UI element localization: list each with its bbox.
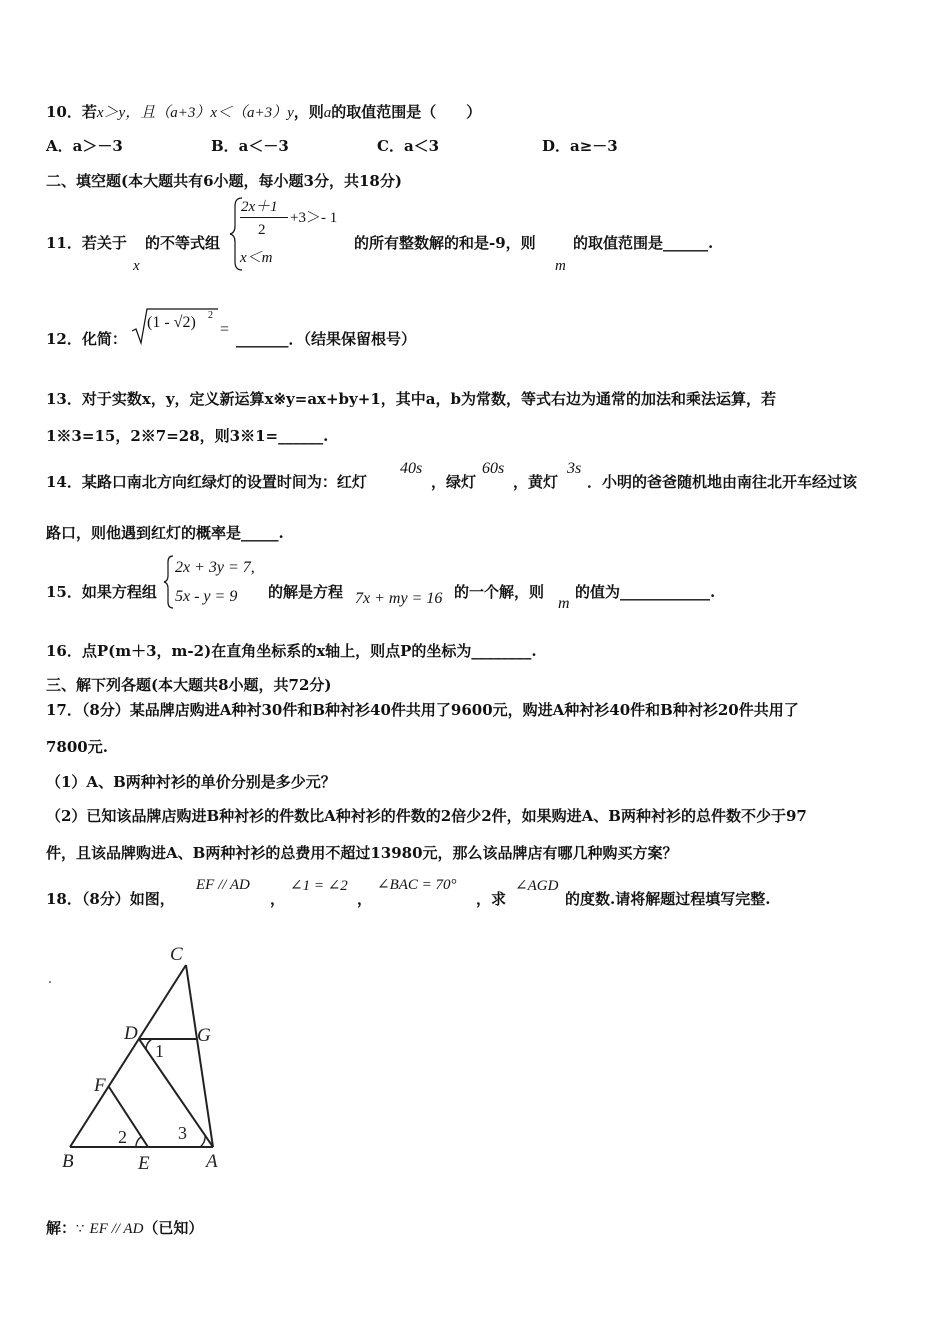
label-angle-3: 3 xyxy=(178,1123,187,1143)
q11-sys-numerator: 2x＋1 xyxy=(241,199,278,215)
stray-dot xyxy=(49,981,51,983)
q14-mid2: ，黄灯 xyxy=(513,473,559,491)
q17-part2a: （2）已知该品牌店购进B种衬衫的件数比A种衬衫的件数的2倍少2件，如果购进A、B两种衬衫的总件数不少于97 xyxy=(46,807,807,825)
segment-BC xyxy=(70,965,186,1147)
q15-system-brace xyxy=(162,554,176,610)
label-F: F xyxy=(94,1075,106,1096)
q13-line1: 13．对于实数x，y，定义新运算x※y=ax+by+1，其中a，b为常数，等式右边为通常的加法和乘法运算，若 xyxy=(46,390,776,408)
q14-green-time: 60s xyxy=(482,460,505,477)
angle-3-arc xyxy=(200,1135,205,1147)
solution-line: 解：∵ EF // AD（已知） xyxy=(46,1219,204,1237)
q16: 16．点P(m＋3，m-2)在直角坐标系的x轴上，则点P的坐标为________. xyxy=(46,642,537,660)
q10-option-d: D．a≥－3 xyxy=(542,137,618,155)
label-angle-1: 1 xyxy=(155,1041,164,1061)
q13-line2: 1※3=15，2※7=28，则3※1=______. xyxy=(46,427,329,445)
q15-post: 的值为____________. xyxy=(575,583,716,601)
label-E: E xyxy=(138,1153,150,1174)
segment-FE xyxy=(109,1087,148,1147)
q11-post: 的所有整数解的和是-9，则 xyxy=(354,234,536,252)
q14-pre: 14．某路口南北方向红绿灯的设置时间为：红灯 xyxy=(46,473,367,491)
q18-pre: 18．（8分）如图， xyxy=(46,890,175,908)
section-3-heading: 三、解下列各题(本大题共8小题，共72分) xyxy=(46,676,332,694)
q12-radicand: (1 - √2) xyxy=(147,314,196,331)
q11-end: 的取值范围是______. xyxy=(573,234,714,252)
q15-eq2: 5x - y = 9 xyxy=(175,588,238,605)
q10-option-a: A．a＞－3 xyxy=(46,137,123,155)
q11-pre: 11．若关于 xyxy=(46,234,127,252)
section-2-heading: 二、填空题(本大题共有6小题，每小题3分，共18分) xyxy=(46,172,402,190)
q10-option-b: B．a＜－3 xyxy=(211,137,289,155)
geometry-figure xyxy=(40,935,240,1185)
q15-eq1: 2x + 3y = 7, xyxy=(175,559,255,576)
q14-line2: 路口，则他遇到红灯的概率是_____. xyxy=(46,524,284,542)
label-B: B xyxy=(62,1151,74,1172)
q11-sys-denominator: 2 xyxy=(258,222,266,238)
q15-var-m: m xyxy=(558,595,570,612)
q18-cond4: ∠AGD xyxy=(515,878,559,894)
q18-sep2: ， xyxy=(357,890,373,908)
q18-cond1: EF // AD xyxy=(196,877,250,893)
q12-pre: 12．化简： xyxy=(46,330,127,348)
q12-equals: = xyxy=(220,321,230,338)
q12-exponent: 2 xyxy=(208,310,213,321)
q10-stem: 10．若x＞y，且（a+3）x＜（a+3）y，则a的取值范围是（ ） xyxy=(46,103,482,121)
q14-red-time: 40s xyxy=(400,460,423,477)
q17-line2: 7800元. xyxy=(46,738,108,756)
q12-post: _______．（结果保留根号） xyxy=(236,330,417,348)
q10-option-c: C．a＜3 xyxy=(377,137,440,155)
segment-DA xyxy=(139,1039,213,1147)
q11-var-m: m xyxy=(555,258,566,274)
label-C: C xyxy=(170,944,183,965)
q17-part1: （1）A、B两种衬衫的单价分别是多少元？ xyxy=(46,773,336,791)
q18-post: 的度数.请将解题过程填写完整. xyxy=(565,890,771,908)
q18-sep1: ， xyxy=(270,890,286,908)
q17-line1: 17．（8分）某品牌店购进A种衬30件和B种衬衫40件共用了9600元，购进A种衬衫40件和B种衬衫20件共用了 xyxy=(46,701,799,719)
label-angle-2: 2 xyxy=(118,1127,127,1147)
q18-cond3: ∠BAC = 70° xyxy=(377,877,457,893)
q11-fraction-bar xyxy=(240,217,288,218)
q15-mid: 的解是方程 xyxy=(268,583,344,601)
q17-part2b: 件，且该品牌购进A、B两种衬衫的总费用不超过13980元，那么该品牌店有哪几种购买方案？ xyxy=(46,844,678,862)
q11-var-x: x xyxy=(133,258,140,274)
q15-pre: 15．如果方程组 xyxy=(46,583,157,601)
q18-sep3: ，求 xyxy=(476,890,507,908)
angle-1-arc xyxy=(146,1039,152,1050)
q11-sys-line2: x＜m xyxy=(240,250,273,266)
q15-mid2: 的一个解，则 xyxy=(454,583,545,601)
label-G: G xyxy=(197,1025,211,1046)
q11-mid: 的不等式组 xyxy=(145,234,221,252)
segment-CA xyxy=(186,965,213,1147)
q11-sys-rest: +3＞- 1 xyxy=(290,210,338,226)
q14-post: ．小明的爸爸随机地由南往北开车经过该 xyxy=(587,473,858,491)
q15-eq3: 7x + my = 16 xyxy=(355,590,443,607)
angle-2-arc xyxy=(136,1137,141,1147)
label-A: A xyxy=(206,1151,218,1172)
label-D: D xyxy=(124,1023,138,1044)
q14-mid1: ，绿灯 xyxy=(431,473,477,491)
q14-yellow-time: 3s xyxy=(567,460,582,477)
q18-cond2: ∠1 = ∠2 xyxy=(290,878,348,894)
